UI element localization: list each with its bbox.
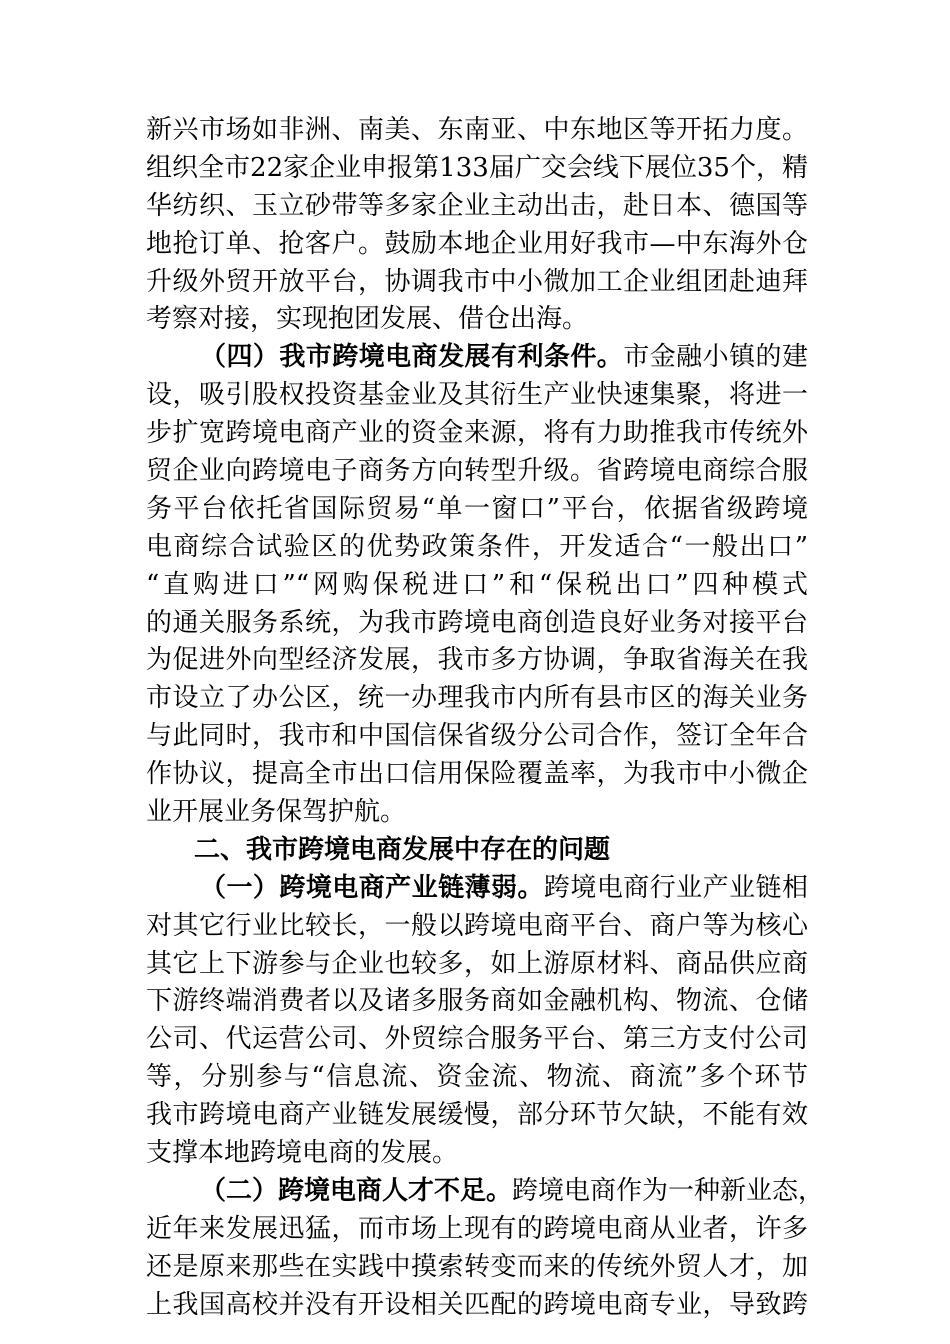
text-line: 近年来发展迅猛，而市场上现有的跨境电商从业者，许多 bbox=[146, 1213, 808, 1244]
text-line: 与此同时，我市和中国信保省级分公司合作，签订全年合 bbox=[146, 721, 808, 752]
text-line: 作协议，提高全市出口信用保险覆盖率，为我市中小微企 bbox=[146, 759, 808, 790]
problem-2-title: （二）跨境电商人才不足。 bbox=[200, 1175, 513, 1206]
text-line: 组织全市22家企业申报第133届广交会线下展位35个，精 bbox=[146, 152, 808, 183]
document-page bbox=[146, 112, 825, 1325]
text-line: 步扩宽跨境电商产业的资金来源，将有力助推我市传统外 bbox=[146, 418, 808, 449]
text-line: “直购进口”“网购保税进口”和“保税出口”四种模式 bbox=[146, 569, 808, 600]
text-line: 考察对接，实现抱团发展、借仓出海。 bbox=[146, 304, 589, 335]
text-line: 的通关服务系统，为我市跨境电商创造良好业务对接平台 bbox=[146, 607, 808, 638]
text-line bbox=[146, 1173, 825, 1211]
text-line: 贸企业向跨境电子商务方向转型升级。省跨境电商综合服 bbox=[146, 456, 808, 487]
text-line: 还是原来那些在实践中摸索转变而来的传统外贸人才，加 bbox=[146, 1251, 808, 1282]
text-line: 我市跨境电商产业链发展缓慢，部分环节欠缺，不能有效 bbox=[146, 1100, 808, 1131]
text-line: 电商综合试验区的优势政策条件，开发适合“一般出口” bbox=[146, 531, 808, 562]
intro-paragraph bbox=[146, 112, 808, 339]
problem-2-paragraph bbox=[146, 1173, 825, 1325]
text-line bbox=[146, 339, 808, 377]
text-line: 为促进外向型经济发展，我市多方协调，争取省海关在我 bbox=[146, 645, 808, 676]
text-line: 其它上下游参与企业也较多，如上游原材料、商品供应商 bbox=[146, 948, 808, 979]
text-line: 对其它行业比较长，一般以跨境电商平台、商户等为核心 bbox=[146, 910, 808, 941]
text-line: 华纺织、玉立砂带等多家企业主动出击，赴日本、德国等 bbox=[146, 190, 808, 221]
text-line bbox=[146, 870, 808, 908]
text-line: 等，分别参与“信息流、资金流、物流、商流”多个环节 bbox=[146, 1062, 808, 1093]
text-line: 上我国高校并没有开设相关匹配的跨境电商专业，导致跨 bbox=[146, 1289, 808, 1320]
text-line: 设，吸引股权投资基金业及其衍生产业快速集聚，将进一 bbox=[146, 380, 808, 411]
text-line: 新兴市场如非洲、南美、东南亚、中东地区等开拓力度。 bbox=[146, 115, 808, 145]
section-4-paragraph bbox=[146, 339, 808, 832]
problem-1-title: （一）跨境电商产业链薄弱。 bbox=[200, 872, 544, 903]
text-line: 公司、代运营公司、外贸综合服务平台、第三方支付公司 bbox=[146, 1024, 808, 1055]
text-line: 升级外贸开放平台，协调我市中小微加工企业组团赴迪拜 bbox=[146, 266, 808, 297]
problem-1-paragraph bbox=[146, 870, 808, 1173]
text-line: 市设立了办公区，统一办理我市内所有县市区的海关业务 bbox=[146, 683, 808, 714]
problem-2-first-line: 跨境电商作为一种新业态， bbox=[512, 1175, 825, 1206]
section-4-first-line: 市金融小镇的建 bbox=[623, 342, 808, 373]
text-line: 业开展业务保驾护航。 bbox=[146, 797, 407, 828]
text-line: 地抢订单、抢客户。鼓励本地企业用好我市—中东海外仓 bbox=[146, 228, 808, 259]
section-heading: 二、我市跨境电商发展中存在的问题 bbox=[194, 834, 611, 865]
text-line: 支撑本地跨境电商的发展。 bbox=[146, 1138, 459, 1169]
text-line: 务平台依托省国际贸易“单一窗口”平台，依据省级跨境 bbox=[146, 493, 808, 524]
text-line: 下游终端消费者以及诸多服务商如金融机构、物流、仓储 bbox=[146, 986, 808, 1017]
section-4-title: （四）我市跨境电商发展有利条件。 bbox=[200, 342, 624, 373]
problem-1-first-line: 跨境电商行业产业链相 bbox=[543, 872, 808, 903]
